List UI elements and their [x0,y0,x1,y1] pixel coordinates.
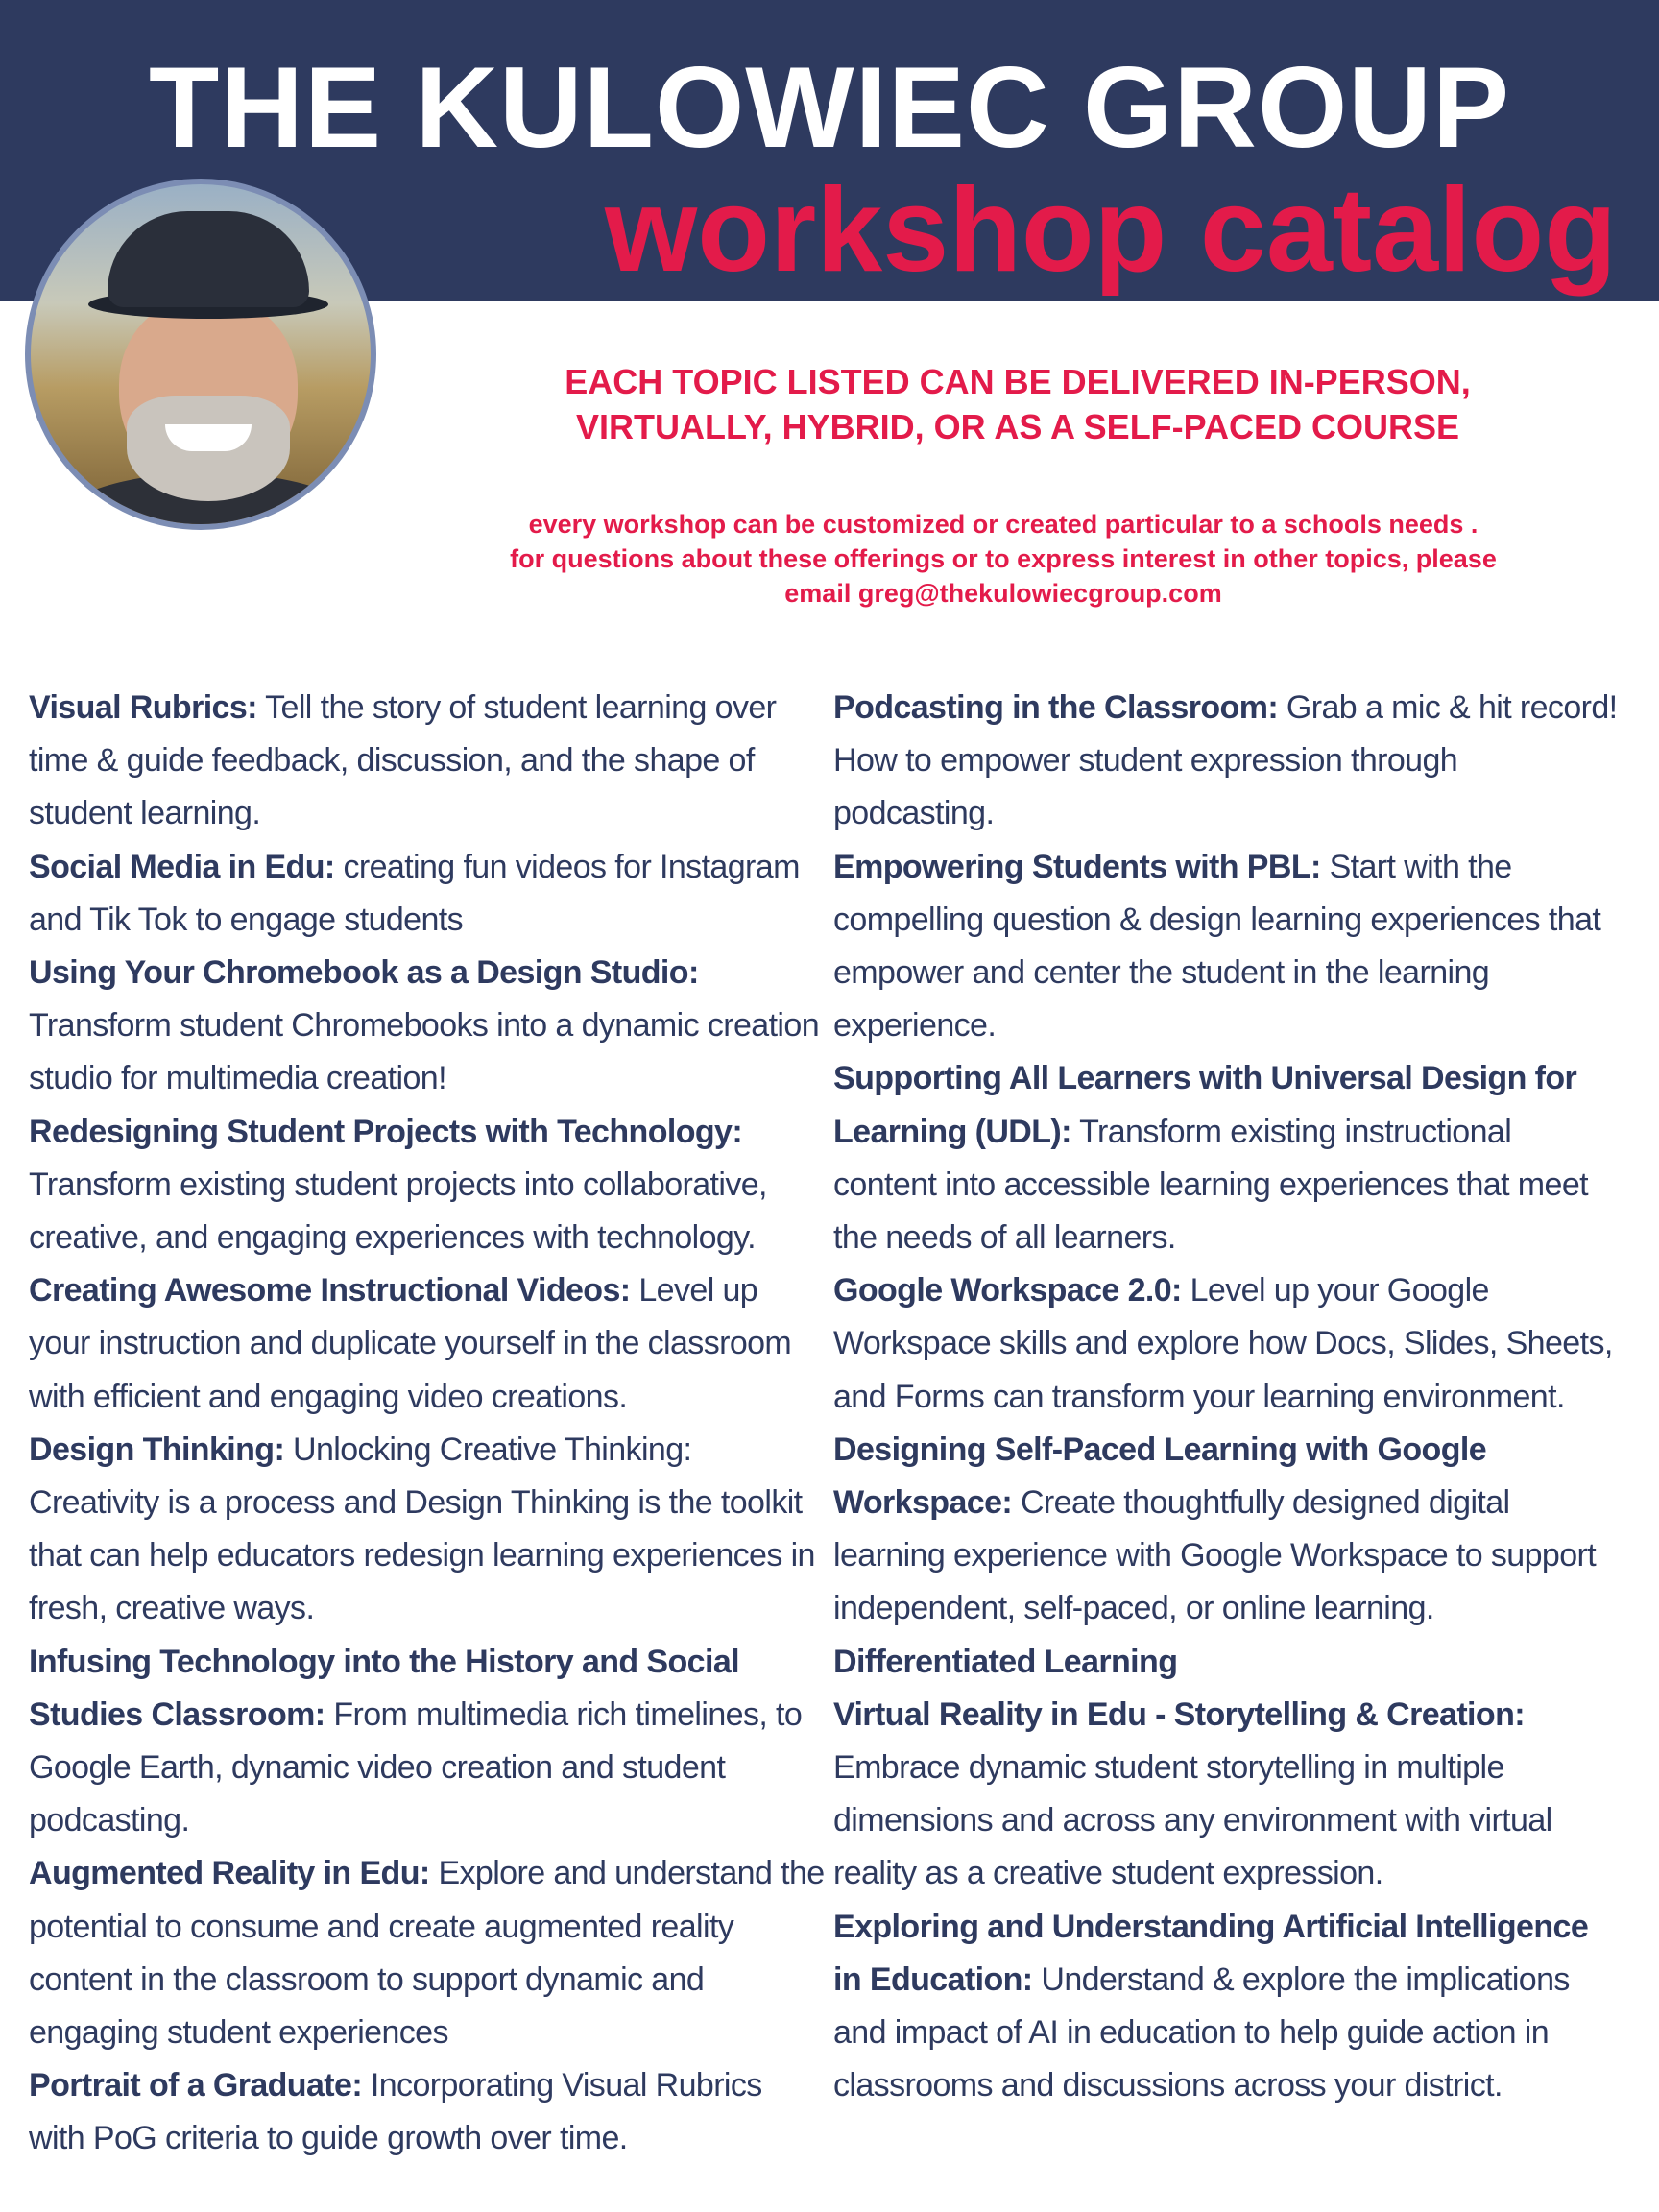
workshop-desc: creating fun videos for Instagram and Tik Tok to engage students [29,848,800,938]
workshop-item [29,2059,826,2165]
tagline-line-1: EACH TOPIC LISTED CAN BE DELIVERED IN-PERSON, [565,362,1471,401]
workshop-title: Design Thinking: [29,1431,285,1468]
workshop-item [29,947,826,1106]
workshop-title: Podcasting in the Classroom: [833,689,1279,726]
workshop-title: Visual Rubrics: [29,689,257,726]
workshop-item [833,1052,1621,1264]
workshop-title: Augmented Reality in Edu: [29,1855,430,1892]
workshop-desc: Understand & explore the implications and impact of AI in education to help guide action in classrooms and discussions across your district. [833,1960,1570,2104]
workshop-title: Google Workspace 2.0: [833,1272,1182,1310]
workshop-desc: From multimedia rich timelines, to Google Earth, dynamic video creation and student podcasting. [29,1695,803,1839]
workshop-item [29,1106,826,1265]
note-line-1: every workshop can be customized or created particular to a schools needs . [528,510,1479,539]
workshop-item [833,682,1621,841]
workshop-title: Creating Awesome Instructional Videos: [29,1272,631,1310]
workshop-desc: Level up your Google Workspace skills and explore how Docs, Slides, Sheets, and Forms can transform your learning environment. [833,1272,1613,1415]
workshop-title: Exploring and Understanding Artificial Intelligence in Education: [833,1908,1589,1998]
delivery-tagline [422,359,1613,449]
avatar-hat [108,211,309,307]
page-title: THE KULOWIEC GROUP [149,43,1510,172]
workshop-desc: Transform existing student projects into collaborative, creative, and engaging experiences with technology. [29,1166,767,1257]
page-subtitle: workshop catalog [604,164,1617,297]
workshop-item [29,1636,826,1848]
workshop-item [833,1689,1621,1901]
workshop-desc: Incorporating Visual Rubrics with PoG criteria to guide growth over time. [29,2067,762,2157]
note-line-2: for questions about these offerings or to express interest in other topics, please [510,544,1497,573]
workshop-title: Designing Self-Paced Learning with Google Workspace: [833,1431,1487,1522]
workshop-desc: Transform student Chromebooks into a dynamic creation studio for multimedia creation! [29,1007,819,1097]
workshop-desc: Level up your instruction and duplicate yourself in the classroom with efficient and engaging video creations. [29,1272,792,1415]
workshop-item [29,1847,826,2059]
workshop-item [833,1424,1621,1636]
workshop-desc: Embrace dynamic student storytelling in multiple dimensions and across any environment with virtual reality as a creative student expression. [833,1749,1552,1892]
workshop-title: Redesigning Student Projects with Technology: [29,1113,743,1150]
note-line-3: email greg@thekulowiecgroup.com [784,579,1222,608]
workshop-title: Portrait of a Graduate: [29,2067,363,2104]
workshop-title: Virtual Reality in Edu - Storytelling & Creation: [833,1695,1525,1733]
workshop-list-right [833,682,1621,2112]
workshop-desc: Start with the compelling question & design learning experiences that empower and center the student in the learning experience. [833,848,1601,1045]
workshop-desc: Grab a mic & hit record! How to empower student expression through podcasting. [833,689,1618,832]
workshop-desc: Tell the story of student learning over time & guide feedback, discussion, and the shape of student learning. [29,689,777,832]
workshop-item [833,1901,1621,2113]
workshop-item [833,1264,1621,1424]
workshop-desc: Transform existing instructional content into accessible learning experiences that meet the needs of all learners. [833,1113,1588,1257]
tagline-line-2: VIRTUALLY, HYBRID, OR AS A SELF-PACED COURSE [575,407,1460,446]
workshop-item [833,841,1621,1053]
workshop-title: Social Media in Edu: [29,848,335,885]
workshop-title: Infusing Technology into the History and Social Studies Classroom: [29,1643,739,1733]
workshop-item [29,682,826,841]
customization-note [365,507,1642,611]
workshop-desc: Explore and understand the potential to consume and create augmented reality content in the classroom to support dynamic and engaging student experiences [29,1855,825,2052]
workshop-title: Empowering Students with PBL: [833,848,1321,885]
workshop-item [833,1636,1621,1689]
workshop-item [29,1424,826,1636]
avatar-smile [165,424,252,451]
avatar [25,179,376,530]
workshop-desc: Create thoughtfully designed digital learning experience with Google Workspace to support independent, self-paced, or online learning. [833,1484,1597,1627]
workshop-list-left [29,682,826,2166]
workshop-desc: Unlocking Creative Thinking: Creativity is a process and Design Thinking is the toolkit that can help educators redesign learning experiences in fresh, creative ways. [29,1431,815,1627]
workshop-title: Using Your Chromebook as a Design Studio: [29,954,699,992]
workshop-item [29,841,826,947]
workshop-title: Supporting All Learners with Universal Design for Learning (UDL): [833,1060,1577,1150]
workshop-title: Differentiated Learning [833,1643,1178,1680]
workshop-item [29,1264,826,1424]
